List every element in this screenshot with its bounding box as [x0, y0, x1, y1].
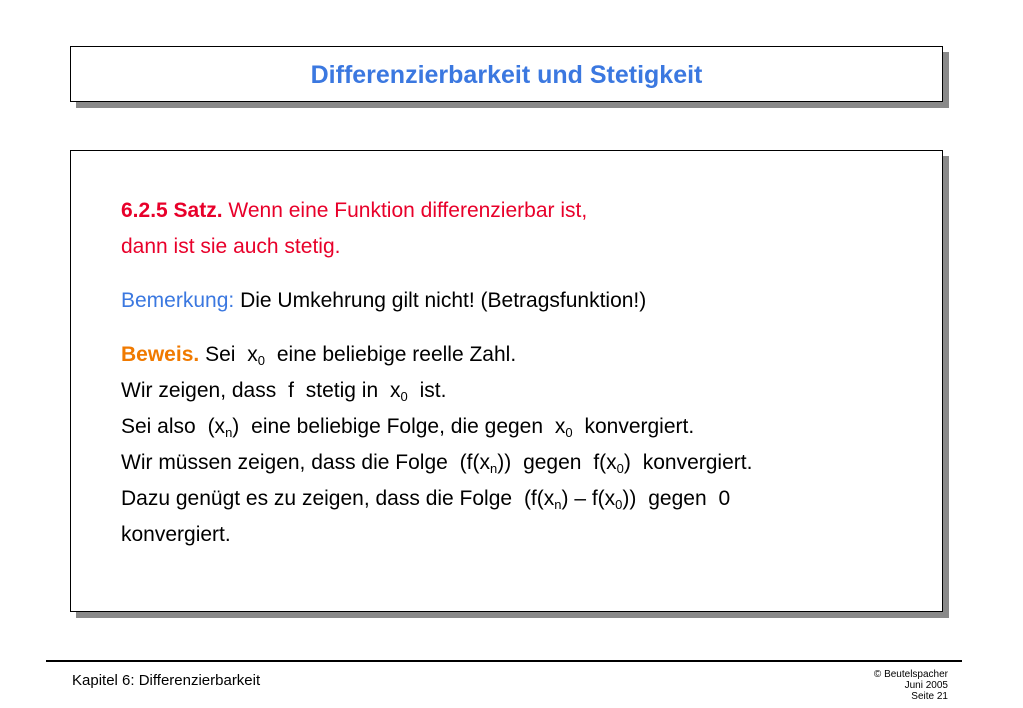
theorem-label: 6.2.5 Satz. [121, 199, 223, 222]
proof-math-zero: 0 [718, 487, 731, 510]
proof [121, 337, 932, 553]
proof-math-seq: (f(x [523, 487, 555, 510]
proof-math-sub: 0 [400, 389, 408, 404]
proof-line4-a: Wir müssen zeigen, dass die Folge [121, 451, 448, 474]
proof-math-x: x [389, 379, 401, 402]
proof-math-sub: n [554, 497, 562, 512]
proof-math-close: ) [232, 415, 240, 438]
proof-math-close: )) [622, 487, 637, 510]
theorem-line-1: Wenn eine Funktion differenzierbar ist, [228, 199, 588, 222]
proof-math-x: x [554, 415, 566, 438]
proof-line2-c: ist. [419, 379, 447, 402]
theorem [121, 193, 932, 265]
proof-math-x: x [247, 343, 258, 366]
proof-math-xn: (x [207, 415, 226, 438]
proof-math-sub: n [225, 425, 233, 440]
theorem-line-2: dann ist sie auch stetig. [121, 235, 341, 258]
proof-math-sub: 0 [257, 353, 265, 368]
footer-meta [874, 669, 948, 702]
remark [121, 283, 932, 319]
proof-line1-a: Sei [205, 343, 236, 366]
proof-line6: konvergiert. [121, 523, 231, 546]
proof-line4-b: gegen [523, 451, 582, 474]
proof-math-sub: 0 [565, 425, 573, 440]
remark-label: Bemerkung: [121, 289, 235, 312]
proof-math-mid: ) – f(x [561, 487, 616, 510]
proof-math-close: )) [497, 451, 512, 474]
proof-line5-a: Dazu genügt es zu zeigen, dass die Folge [121, 487, 513, 510]
proof-math-sub: 0 [615, 497, 623, 512]
slide-content [121, 193, 932, 571]
proof-math-sub: 0 [616, 461, 624, 476]
slide-title: Differenzierbarkeit und Stetigkeit [310, 61, 703, 89]
footer-page: Seite 21 [911, 691, 948, 702]
proof-line1-b: eine beliebige reelle Zahl. [276, 343, 517, 366]
proof-math-sub: n [489, 461, 498, 476]
proof-line3-c: konvergiert. [584, 415, 695, 438]
proof-line5-b: gegen [648, 487, 707, 510]
content-box [70, 150, 943, 612]
footer-divider [46, 660, 962, 662]
footer-date: Juni 2005 [904, 680, 948, 691]
proof-line3-a: Sei also [121, 415, 196, 438]
proof-label: Beweis. [121, 343, 200, 366]
footer-copyright: © Beutelspacher [873, 669, 948, 680]
proof-line3-b: eine beliebige Folge, die gegen [251, 415, 544, 438]
proof-line2-b: stetig in [305, 379, 379, 402]
proof-math-close: ) [623, 451, 631, 474]
title-box [70, 46, 943, 102]
proof-math-seq: (f(x [459, 451, 490, 474]
proof-line4-c: konvergiert. [642, 451, 753, 474]
remark-text: Die Umkehrung gilt nicht! (Betragsfunktion!) [240, 289, 647, 312]
proof-line2-a: Wir zeigen, dass [121, 379, 277, 402]
footer-chapter: Kapitel 6: Differenzierbarkeit [72, 672, 261, 689]
proof-math-f: f [288, 379, 294, 402]
proof-math-fx: f(x [593, 451, 617, 474]
